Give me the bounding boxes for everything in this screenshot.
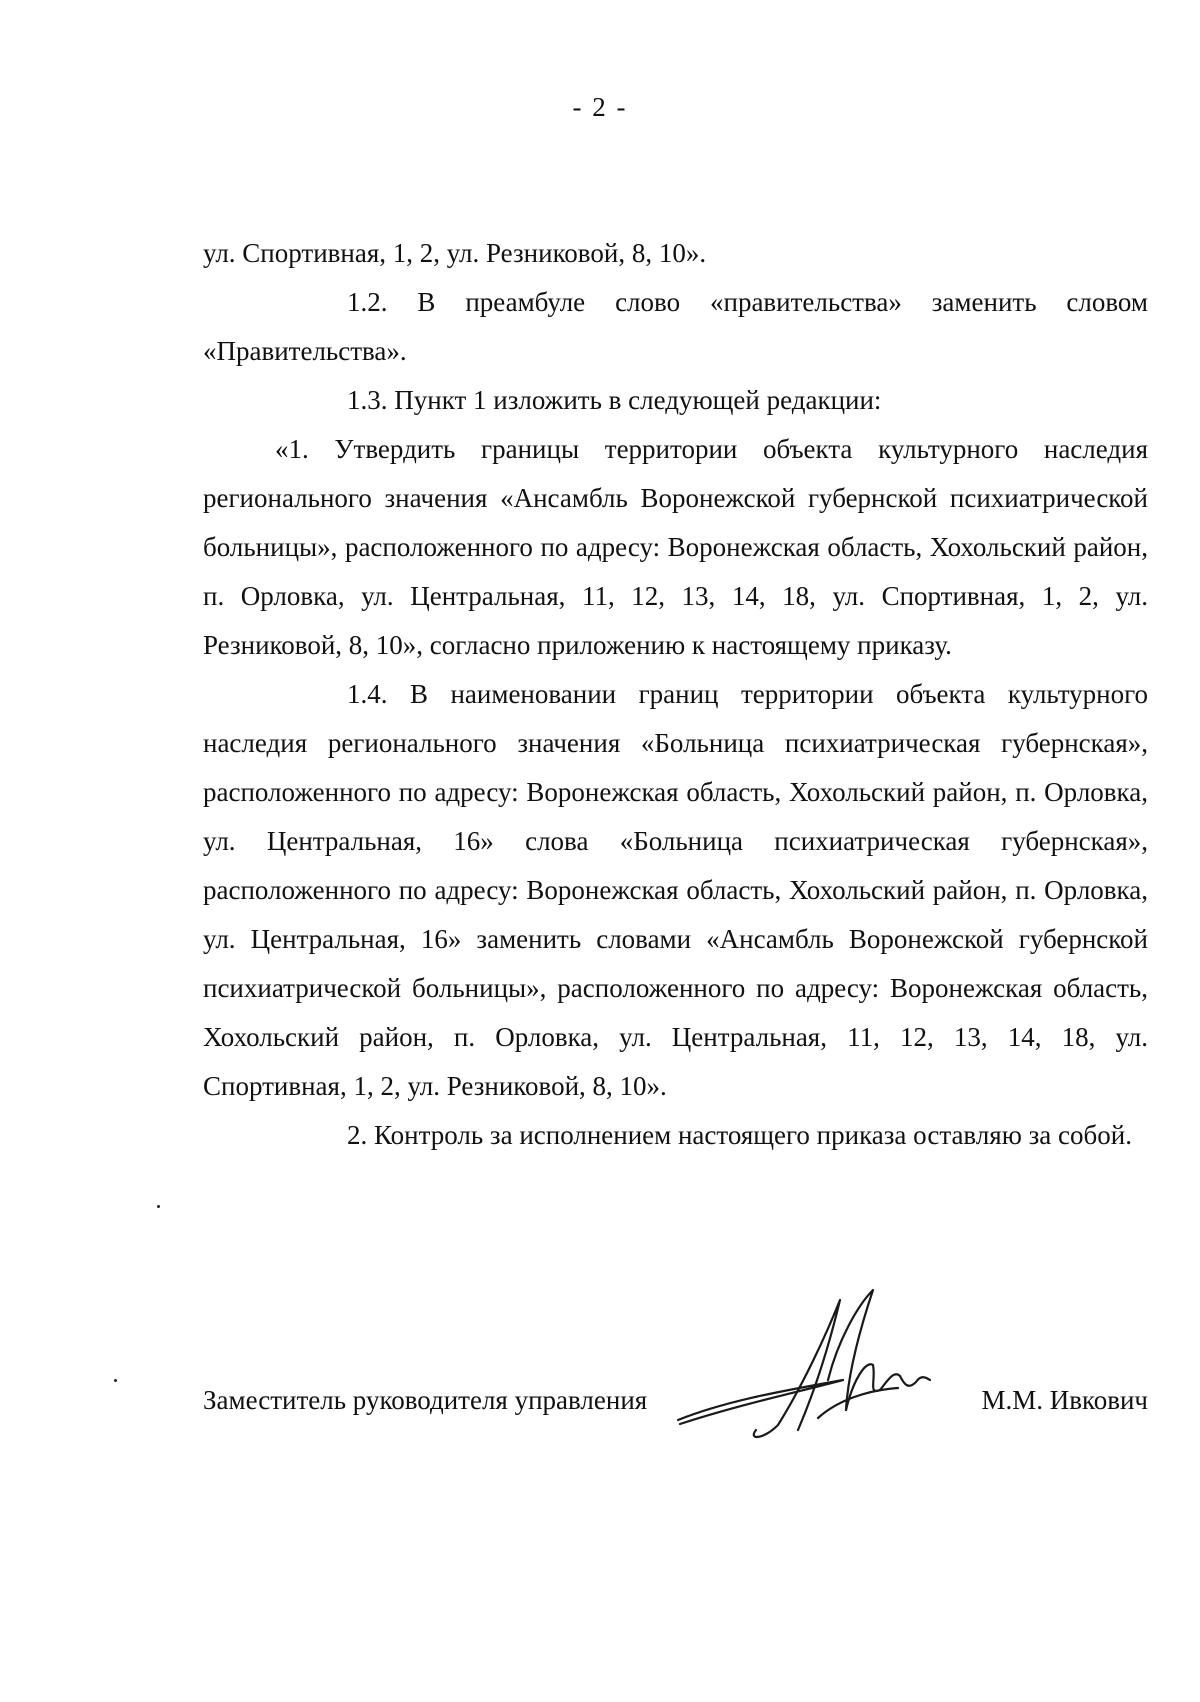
item-number: 2.	[347, 1120, 368, 1150]
paragraph-1-3	[203, 376, 1148, 425]
paragraph-2	[203, 1111, 1148, 1160]
paragraph-text: В преамбуле слово «правительства» заменить словом «Правительства».	[203, 287, 1149, 366]
item-number: 1.4.	[347, 679, 388, 709]
paragraph-text: В наименовании границ территории объекта культурного наследия регионального значения «Больница психиатрическая губернская», расположенного по адресу: Воронежская область, Хохольский район, п. Орловка, ул. Центральная, 16» слова «Больница психиатрическая губернская», расположенного по адресу: Воронежская область, Хохольский район, п. Орловка, ул. Центральная, 16» заменить словами «Ансамбль Воронежской губернской психиатрической больницы», расположенного по адресу: Воронежская область, Хохольский район, п. Орловка, ул. Центральная, 11, 12, 13, 14, 18, ул. Спортивная, 1, 2, ул. Резниковой, 8, 10».	[203, 679, 1148, 1101]
paragraph-text: Пункт 1 изложить в следующей редакции:	[394, 385, 882, 415]
paragraph-text: «1. Утвердить границы территории объекта культурного наследия регионального значения «Ансамбль Воронежской губернской психиатрической больницы», расположенного по адресу: Воронежская область, Хохольский район, п. Орловка, ул. Центральная, 11, 12, 13, 14, 18, ул. Спортивная, 1, 2, ул. Резниковой, 8, 10», согласно приложению к настоящему приказу.	[203, 434, 1148, 660]
item-number: 1.3.	[347, 385, 388, 415]
document-body	[203, 229, 1148, 1160]
paragraph-text: Контроль за исполнением настоящего приказа оставляю за собой.	[374, 1120, 1132, 1150]
paragraph-quoted-item-1	[203, 425, 1148, 670]
scan-speck	[114, 1379, 117, 1382]
paragraph-1-2	[203, 278, 1148, 376]
handwritten-signature	[668, 1280, 968, 1445]
page-number: - 2 -	[572, 92, 628, 122]
signatory-position: Заместитель руководителя управления	[203, 1385, 648, 1415]
scan-speck	[157, 1205, 160, 1208]
paragraph-1-4	[203, 670, 1148, 1111]
item-number: 1.2.	[347, 287, 388, 317]
paragraph-text: ул. Спортивная, 1, 2, ул. Резниковой, 8, 10».	[203, 238, 707, 268]
signatory-name: М.М. Ивкович	[981, 1385, 1148, 1415]
paragraph-continuation	[203, 229, 1148, 278]
